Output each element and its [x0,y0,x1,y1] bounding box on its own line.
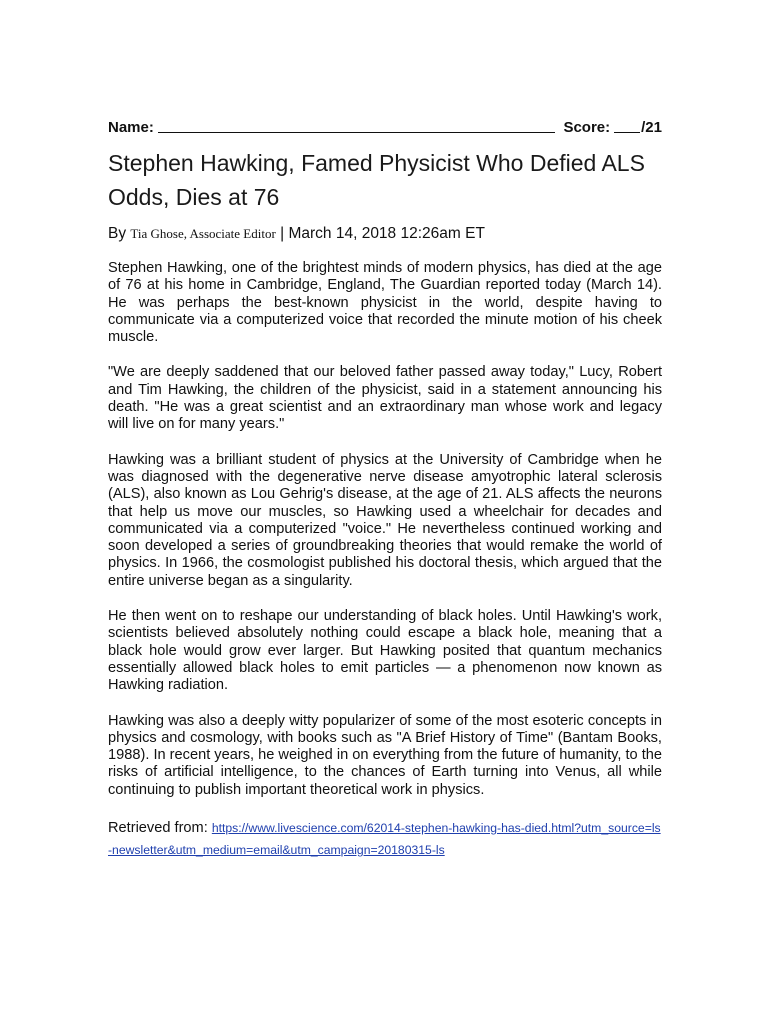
score-total: /21 [641,119,662,136]
worksheet-header [108,108,662,136]
source-citation [108,817,662,861]
worksheet-page [108,108,662,861]
article-title: Stephen Hawking, Famed Physicist Who Defied ALS Odds, Dies at 76 [108,150,645,210]
article-byline [108,224,662,244]
byline-separator: | [280,225,285,242]
article-paragraph: "We are deeply saddened that our beloved father passed away today," Lucy, Robert and Tim Hawking, the children of the physicist, said in a statement announcing his death. "He was a great scientist and an extraordinary man whose work and legacy will live on for many years." [108,364,662,433]
byline-author: Tia Ghose, Associate Editor [130,226,276,241]
article-paragraph: Hawking was a brilliant student of physics at the University of Cambridge when he was diagnosed with the degenerative nerve disease amyotrophic lateral sclerosis (ALS), also known as Lou Gehrig's disease, at the age of 21. ALS affects the neurons that help us move our muscles, so Hawking used a wheelchair for decades and communicated via a computerized "voice." He nevertheless continued working and soon developed a series of groundbreaking theories that would remake the world of physics. In 1966, the cosmologist published his doctoral thesis, which argued that the entire universe began as a singularity. [108,451,662,589]
byline-date: March 14, 2018 12:26am ET [288,225,485,242]
source-link[interactable]: https://www.livescience.com/62014-stephen-hawking-has-died.html?utm_source=ls-newsletter&utm_medium=email&utm_campaign=20180315-ls [108,821,661,858]
article-body [108,260,662,799]
name-field-blank[interactable] [158,131,556,133]
byline-prefix: By [108,225,127,242]
article-paragraph: Stephen Hawking, one of the brightest minds of modern physics, has died at the age of 76 at his home in Cambridge, England, The Guardian reported today (March 14). He was perhaps the best-known physicist in the world, despite having to communicate via a computerized voice that recorded the minute motion of his cheek muscle. [108,260,662,346]
article-paragraph: He then went on to reshape our understanding of black holes. Until Hawking's work, scientists believed absolutely nothing could escape a black hole, meaning that a black hole would grow ever larger. But Hawking posited that quantum mechanics essentially allowed black holes to emit particles — a phenomenon now known as Hawking radiation. [108,608,662,694]
source-label: Retrieved from: [108,820,208,837]
score-label: Score: [563,119,611,136]
score-field-blank[interactable] [614,131,640,133]
name-label: Name: [108,119,154,136]
article-paragraph: Hawking was also a deeply witty popularizer of some of the most esoteric concepts in physics and cosmology, with books such as "A Brief History of Time" (Bantam Books, 1988). In recent years, he weighed in on everything from the future of humanity, to the risks of artificial intelligence, to the chances of Earth turning into Venus, all while continuing to publish important theoretical work in physics. [108,712,662,798]
